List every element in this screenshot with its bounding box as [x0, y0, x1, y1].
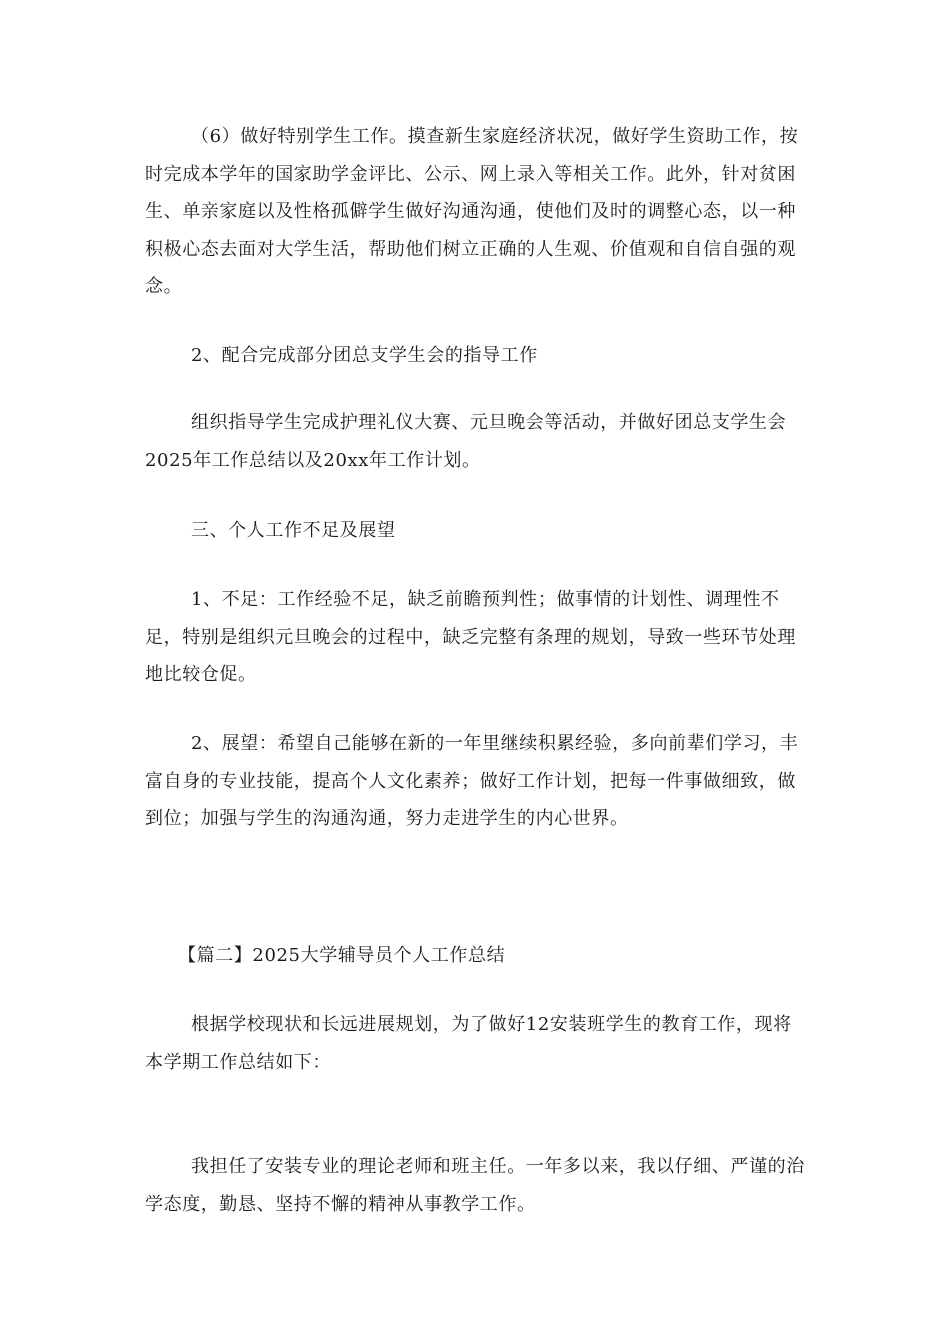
- paragraph-teaching: 我担任了安装专业的理论老师和班主任。一年多以来，我以仔细、严谨的治学态度，勤恳、坚持不懈的精神从事教学工作。: [145, 1156, 805, 1215]
- paragraph-shortcomings: 1、不足：工作经验不足，缺乏前瞻预判性；做事情的计划性、调理性不足，特别是组织元旦晚会的过程中，缺乏完整有条理的规划，导致一些环节处理地比较仓促。: [145, 589, 796, 685]
- paragraph-activities: 组织指导学生完成护理礼仪大赛、元旦晚会等活动，并做好团总支学生会2025年工作总结以及20xx年工作计划。: [145, 412, 787, 471]
- paragraph-intro: 根据学校现状和长远进展规划，为了做好12安装班学生的教育工作，现将本学期工作总结如下：: [145, 1014, 792, 1073]
- subheading-league-guidance: 2、配合完成部分团总支学生会的指导工作: [191, 345, 538, 366]
- article-heading-part-two: 【篇二】2025大学辅导员个人工作总结: [178, 945, 506, 966]
- section-heading-shortcomings: 三、个人工作不足及展望: [191, 520, 396, 541]
- paragraph-outlook: 2、展望：希望自己能够在新的一年里继续积累经验，多向前辈们学习，丰富自身的专业技能，提高个人文化素养；做好工作计划，把每一件事做细致，做到位；加强与学生的沟通沟通，努力走进学生的内心世界。: [145, 733, 799, 829]
- paragraph-special-students: （6）做好特别学生工作。摸查新生家庭经济状况，做好学生资助工作，按时完成本学年的国家助学金评比、公示、网上录入等相关工作。此外，针对贫困生、单亲家庭以及性格孤僻学生做好沟通沟通，使他们及时的调整心态，以一种积极心态去面对大学生活，帮助他们树立正确的人生观、价值观和自信自强的观念。: [145, 126, 799, 297]
